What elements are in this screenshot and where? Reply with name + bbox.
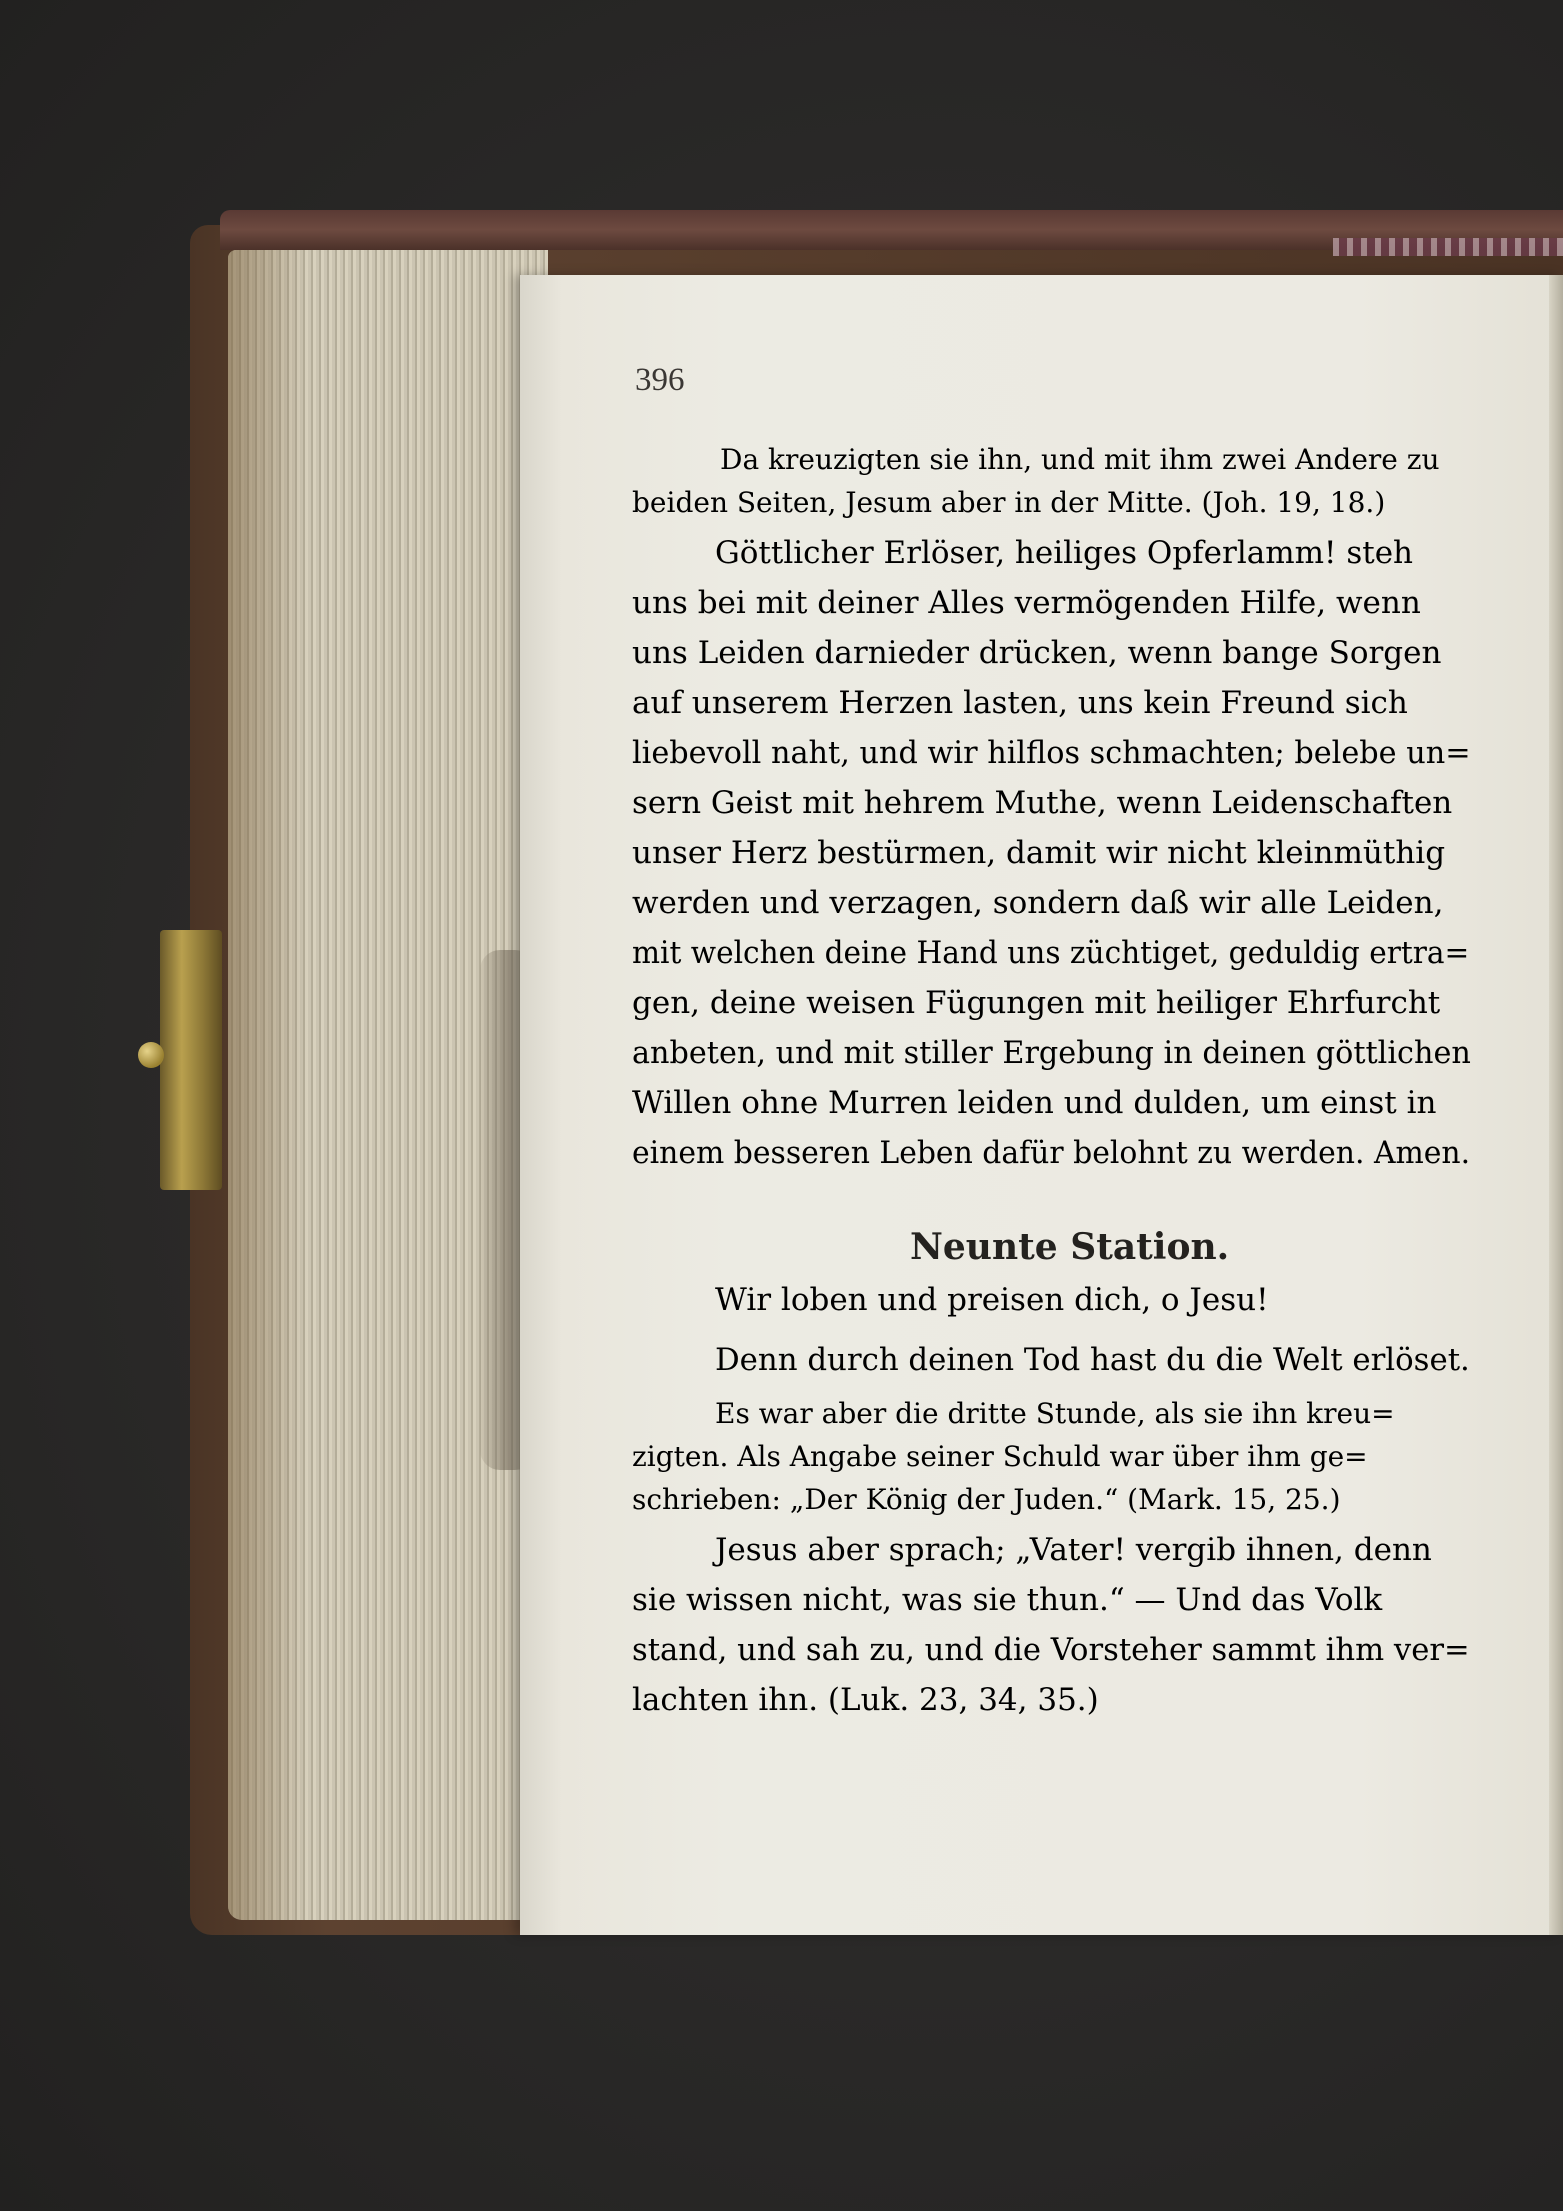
gospel-line: stand, und sah zu, und die Vorsteher sammt ihm ver= [632,1632,1470,1668]
prayer-line: mit welchen deine Hand uns züchtiget, geduldig ertra= [632,935,1470,971]
scripture-line: beiden Seiten, Jesum aber in der Mitte. (Joh. 19, 18.) [632,486,1386,519]
prayer-line: anbeten, und mit stiller Ergebung in deinen göttlichen [632,1035,1471,1071]
prayer-line: werden und verzagen, sondern daß wir alle Leiden, [632,885,1444,921]
prayer-line: Willen ohne Murren leiden und dulden, um einst in [632,1085,1437,1121]
prayer-line: uns Leiden darnieder drücken, wenn bange Sorgen [632,635,1442,671]
scripture-line: zigten. Als Angabe seiner Schuld war über ihm ge= [632,1440,1368,1473]
scripture-line: Es war aber die dritte Stunde, als sie ihn kreu= [715,1397,1395,1430]
section-heading: Neunte Station. [910,1226,1230,1268]
prayer-line: unser Herz bestürmen, damit wir nicht kleinmüthig [632,835,1446,871]
prayer-line: sern Geist mit hehrem Muthe, wenn Leidenschaften [632,785,1453,821]
page-edge-shading [228,250,308,1920]
scripture-line: Da kreuzigten sie ihn, und mit ihm zwei Andere zu [720,443,1440,476]
prayer-line: auf unserem Herzen lasten, uns kein Freund sich [632,685,1408,721]
page-gutter-edge [1549,275,1563,1935]
versicle-line: Denn durch deinen Tod hast du die Welt erlöset. [715,1342,1470,1378]
page-number: 396 [635,362,685,398]
scripture-line: schrieben: „Der König der Juden.“ (Mark. 15, 25.) [632,1483,1341,1516]
book-clasp [160,930,222,1190]
gospel-line: lachten ihn. (Luk. 23, 34, 35.) [632,1682,1099,1718]
prayer-line: gen, deine weisen Fügungen mit heiliger Ehrfurcht [632,985,1441,1021]
gospel-line: Jesus aber sprach; „Vater! vergib ihnen, denn [715,1532,1432,1568]
clasp-knob [138,1042,164,1068]
versicle-line: Wir loben und preisen dich, o Jesu! [715,1282,1269,1318]
prayer-line: liebevoll naht, und wir hilflos schmachten; belebe un= [632,735,1471,771]
cover-ornament-band [1333,238,1563,256]
prayer-line: Göttlicher Erlöser, heiliges Opferlamm! steh [715,535,1413,571]
gospel-line: sie wissen nicht, was sie thun.“ — Und das Volk [632,1582,1383,1618]
prayer-line: uns bei mit deiner Alles vermögenden Hilfe, wenn [632,585,1421,621]
prayer-line: einem besseren Leben dafür belohnt zu werden. Amen. [632,1135,1471,1171]
